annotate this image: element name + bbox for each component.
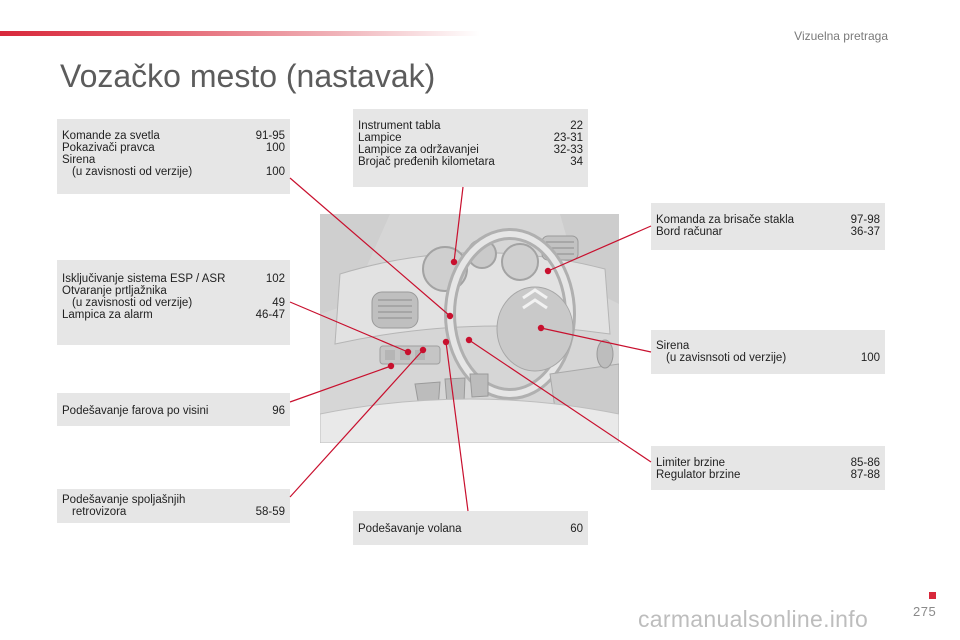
section-title: Vizuelna pretraga: [794, 29, 888, 43]
callout-row: Podešavanje farova po visini 96: [62, 405, 285, 417]
callout-row: retrovizora 58-59: [72, 506, 285, 518]
callout-box-mirrors: [57, 489, 290, 523]
callout-row: Limiter brzine 85-86: [656, 457, 880, 469]
callout-row: Sirena: [656, 340, 690, 352]
callout-row: (u zavisnosti od verzije) 100: [72, 166, 285, 178]
callout-box-wipers: [651, 203, 885, 250]
callout-row: Bord računar 36-37: [656, 226, 880, 238]
callout-row: Isključivanje sistema ESP / ASR 102: [62, 273, 285, 285]
callout-row: Sirena: [62, 154, 96, 166]
callout-box-speed: [651, 446, 885, 490]
callout-row: Instrument tabla 22: [358, 120, 583, 132]
callout-row: Komanda za brisače stakla 97-98: [656, 214, 880, 226]
dashboard-illustration: [320, 214, 619, 443]
dashboard-drawing: [320, 214, 619, 443]
page-number: 275: [913, 604, 937, 619]
header-accent-bar: [0, 31, 480, 36]
callout-row: Lampice 23-31: [358, 132, 583, 144]
callout-box-wheel: [353, 511, 588, 545]
watermark: carmanualsonline.info: [638, 606, 869, 632]
callout-box-esp: [57, 260, 290, 345]
left-air-vent: [372, 292, 418, 328]
switch-panel: [380, 346, 440, 364]
callout-box-lights: [57, 119, 290, 194]
callout-row: (u zavisnsoti od verzije) 100: [666, 352, 880, 364]
callout-row: (u zavisnosti od verzije) 49: [72, 297, 285, 309]
page-title: Vozačko mesto (nastavak): [60, 58, 436, 94]
callout-row: Podešavanje volana 60: [358, 523, 583, 535]
callout-row: Otvaranje prtljažnika: [62, 285, 167, 297]
callout-row: Lampice za održavanjei 32-33: [358, 144, 583, 156]
page-marker: [929, 592, 936, 599]
callout-row: Pokazivači pravca 100: [62, 142, 285, 154]
callout-box-horn: [651, 330, 885, 374]
callout-box-instrument: [353, 109, 588, 187]
callout-box-headlamp: [57, 393, 290, 426]
callout-row: Regulator brzine 87-88: [656, 469, 880, 481]
callout-row: Komande za svetla 91-95: [62, 130, 285, 142]
callout-row: Lampica za alarm 46-47: [62, 309, 285, 321]
callout-row: Podešavanje spoljašnjih: [62, 494, 186, 506]
callout-row: Brojač pređenih kilometara 34: [358, 156, 583, 168]
